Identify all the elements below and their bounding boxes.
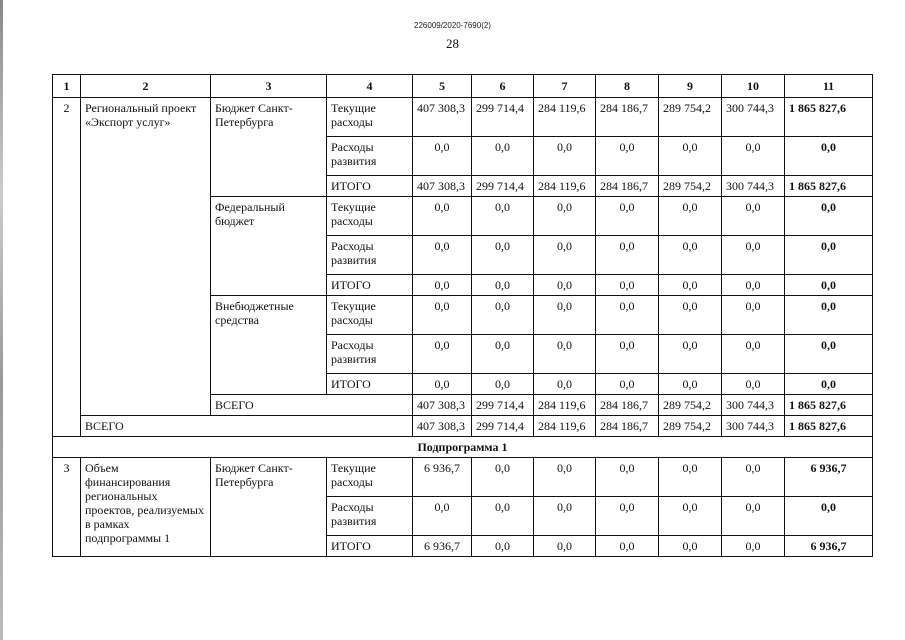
header-cell: 3 — [211, 75, 327, 98]
value-cell: 0,0 — [722, 275, 785, 296]
total-cell: 0,0 — [785, 275, 873, 296]
value-cell: 0,0 — [472, 137, 534, 176]
expense-type: Расходы развития — [327, 137, 413, 176]
subprogram-title: Подпрограмма 1 — [53, 437, 873, 458]
total-cell: 0,0 — [785, 137, 873, 176]
value-cell: 0,0 — [413, 335, 472, 374]
value-cell: 0,0 — [534, 497, 596, 536]
value-cell: 0,0 — [413, 296, 472, 335]
total-cell: 0,0 — [785, 236, 873, 275]
value-cell: 0,0 — [596, 335, 659, 374]
value-cell: 0,0 — [534, 236, 596, 275]
value-cell: 0,0 — [659, 197, 722, 236]
value-cell: 284 119,6 — [534, 416, 596, 437]
expense-type: Текущие расходы — [327, 296, 413, 335]
value-cell: 0,0 — [659, 275, 722, 296]
value-cell: 0,0 — [596, 236, 659, 275]
value-cell: 0,0 — [659, 335, 722, 374]
value-cell: 0,0 — [472, 236, 534, 275]
value-cell: 0,0 — [596, 458, 659, 497]
scan-edge — [0, 0, 3, 640]
value-cell: 0,0 — [722, 197, 785, 236]
header-row — [53, 75, 873, 98]
value-cell: 0,0 — [472, 275, 534, 296]
value-cell: 0,0 — [534, 536, 596, 557]
expense-type: ИТОГО — [327, 536, 413, 557]
header-cell: 2 — [81, 75, 211, 98]
value-cell: 0,0 — [722, 137, 785, 176]
value-cell: 407 308,3 — [413, 176, 472, 197]
value-cell: 289 754,2 — [659, 416, 722, 437]
total-cell: 6 936,7 — [785, 458, 873, 497]
value-cell: 0,0 — [659, 374, 722, 395]
table-row — [53, 98, 873, 137]
value-cell: 0,0 — [413, 236, 472, 275]
value-cell: 0,0 — [596, 197, 659, 236]
value-cell: 300 744,3 — [722, 416, 785, 437]
value-cell: 0,0 — [659, 536, 722, 557]
page-number: 28 — [446, 36, 459, 51]
value-cell: 407 308,3 — [413, 395, 472, 416]
row-number: 3 — [53, 458, 81, 557]
budget-table — [52, 74, 873, 557]
value-cell: 284 186,7 — [596, 98, 659, 137]
value-cell: 284 119,6 — [534, 395, 596, 416]
total-cell: 0,0 — [785, 497, 873, 536]
value-cell: 0,0 — [534, 137, 596, 176]
funding-source: Бюджет Санкт-Петербурга — [211, 98, 327, 197]
funding-source: Внебюджетные средства — [211, 296, 327, 395]
value-cell: 289 754,2 — [659, 98, 722, 137]
expense-type: ИТОГО — [327, 374, 413, 395]
row-number: 2 — [53, 98, 81, 437]
value-cell: 300 744,3 — [722, 176, 785, 197]
value-cell: 284 186,7 — [596, 416, 659, 437]
expense-type: Расходы развития — [327, 335, 413, 374]
value-cell: 0,0 — [722, 236, 785, 275]
expense-type: Текущие расходы — [327, 98, 413, 137]
value-cell: 0,0 — [472, 335, 534, 374]
total-cell: 1 865 827,6 — [785, 416, 873, 437]
value-cell: 289 754,2 — [659, 176, 722, 197]
funding-source: Федеральный бюджет — [211, 197, 327, 296]
value-cell: 0,0 — [596, 296, 659, 335]
value-cell: 0,0 — [413, 275, 472, 296]
value-cell: 0,0 — [722, 536, 785, 557]
value-cell: 299 714,4 — [472, 98, 534, 137]
value-cell: 0,0 — [413, 497, 472, 536]
value-cell: 0,0 — [472, 536, 534, 557]
value-cell: 0,0 — [472, 458, 534, 497]
value-cell: 0,0 — [413, 374, 472, 395]
value-cell: 0,0 — [596, 374, 659, 395]
value-cell: 299 714,4 — [472, 395, 534, 416]
value-cell: 0,0 — [722, 296, 785, 335]
value-cell: 407 308,3 — [413, 98, 472, 137]
value-cell: 299 714,4 — [472, 416, 534, 437]
value-cell: 0,0 — [534, 275, 596, 296]
value-cell: 0,0 — [722, 458, 785, 497]
grand-total-label: ВСЕГО — [81, 416, 413, 437]
table-row — [53, 416, 873, 437]
value-cell: 299 714,4 — [472, 176, 534, 197]
value-cell: 0,0 — [534, 296, 596, 335]
expense-type: Текущие расходы — [327, 197, 413, 236]
table-row — [53, 458, 873, 497]
total-cell: 1 865 827,6 — [785, 395, 873, 416]
value-cell: 407 308,3 — [413, 416, 472, 437]
value-cell: 0,0 — [413, 197, 472, 236]
total-cell: 0,0 — [785, 335, 873, 374]
total-cell: 0,0 — [785, 296, 873, 335]
value-cell: 0,0 — [413, 137, 472, 176]
value-cell: 284 119,6 — [534, 98, 596, 137]
total-cell: 1 865 827,6 — [785, 176, 873, 197]
value-cell: 0,0 — [659, 296, 722, 335]
expense-type: ИТОГО — [327, 176, 413, 197]
expense-type: Расходы развития — [327, 497, 413, 536]
value-cell: 0,0 — [659, 137, 722, 176]
value-cell: 284 186,7 — [596, 176, 659, 197]
header-cell: 5 — [413, 75, 472, 98]
project-name: Объем финансирования региональных проектов, реализуемых в рамках подпрограммы 1 — [81, 458, 211, 557]
total-cell: 6 936,7 — [785, 536, 873, 557]
value-cell: 6 936,7 — [413, 458, 472, 497]
value-cell: 6 936,7 — [413, 536, 472, 557]
header-cell: 10 — [722, 75, 785, 98]
total-cell: 0,0 — [785, 197, 873, 236]
value-cell: 0,0 — [722, 374, 785, 395]
value-cell: 0,0 — [534, 335, 596, 374]
header-cell: 8 — [596, 75, 659, 98]
value-cell: 284 119,6 — [534, 176, 596, 197]
expense-type: ИТОГО — [327, 275, 413, 296]
value-cell: 0,0 — [472, 197, 534, 236]
value-cell: 284 186,7 — [596, 395, 659, 416]
value-cell: 0,0 — [534, 197, 596, 236]
expense-type: Расходы развития — [327, 236, 413, 275]
value-cell: 300 744,3 — [722, 98, 785, 137]
value-cell: 0,0 — [596, 536, 659, 557]
value-cell: 0,0 — [534, 458, 596, 497]
value-cell: 0,0 — [596, 497, 659, 536]
project-total-label: ВСЕГО — [211, 395, 413, 416]
value-cell: 0,0 — [472, 296, 534, 335]
expense-type: Текущие расходы — [327, 458, 413, 497]
header-cell: 9 — [659, 75, 722, 98]
total-cell: 1 865 827,6 — [785, 98, 873, 137]
value-cell: 0,0 — [659, 236, 722, 275]
value-cell: 0,0 — [659, 458, 722, 497]
document-id: 226009/2020-7690(2) — [414, 21, 491, 30]
header-cell: 4 — [327, 75, 413, 98]
value-cell: 289 754,2 — [659, 395, 722, 416]
value-cell: 0,0 — [596, 275, 659, 296]
header-cell: 7 — [534, 75, 596, 98]
value-cell: 300 744,3 — [722, 395, 785, 416]
subprogram-row — [53, 437, 873, 458]
header-cell: 6 — [472, 75, 534, 98]
project-name: Региональный проект «Экспорт услуг» — [81, 98, 211, 416]
value-cell: 0,0 — [722, 497, 785, 536]
value-cell: 0,0 — [722, 335, 785, 374]
header-cell: 1 — [53, 75, 81, 98]
value-cell: 0,0 — [472, 497, 534, 536]
header-cell: 11 — [785, 75, 873, 98]
value-cell: 0,0 — [596, 137, 659, 176]
value-cell: 0,0 — [534, 374, 596, 395]
value-cell: 0,0 — [472, 374, 534, 395]
funding-source: Бюджет Санкт-Петербурга — [211, 458, 327, 557]
total-cell: 0,0 — [785, 374, 873, 395]
value-cell: 0,0 — [659, 497, 722, 536]
table-body — [53, 75, 873, 557]
